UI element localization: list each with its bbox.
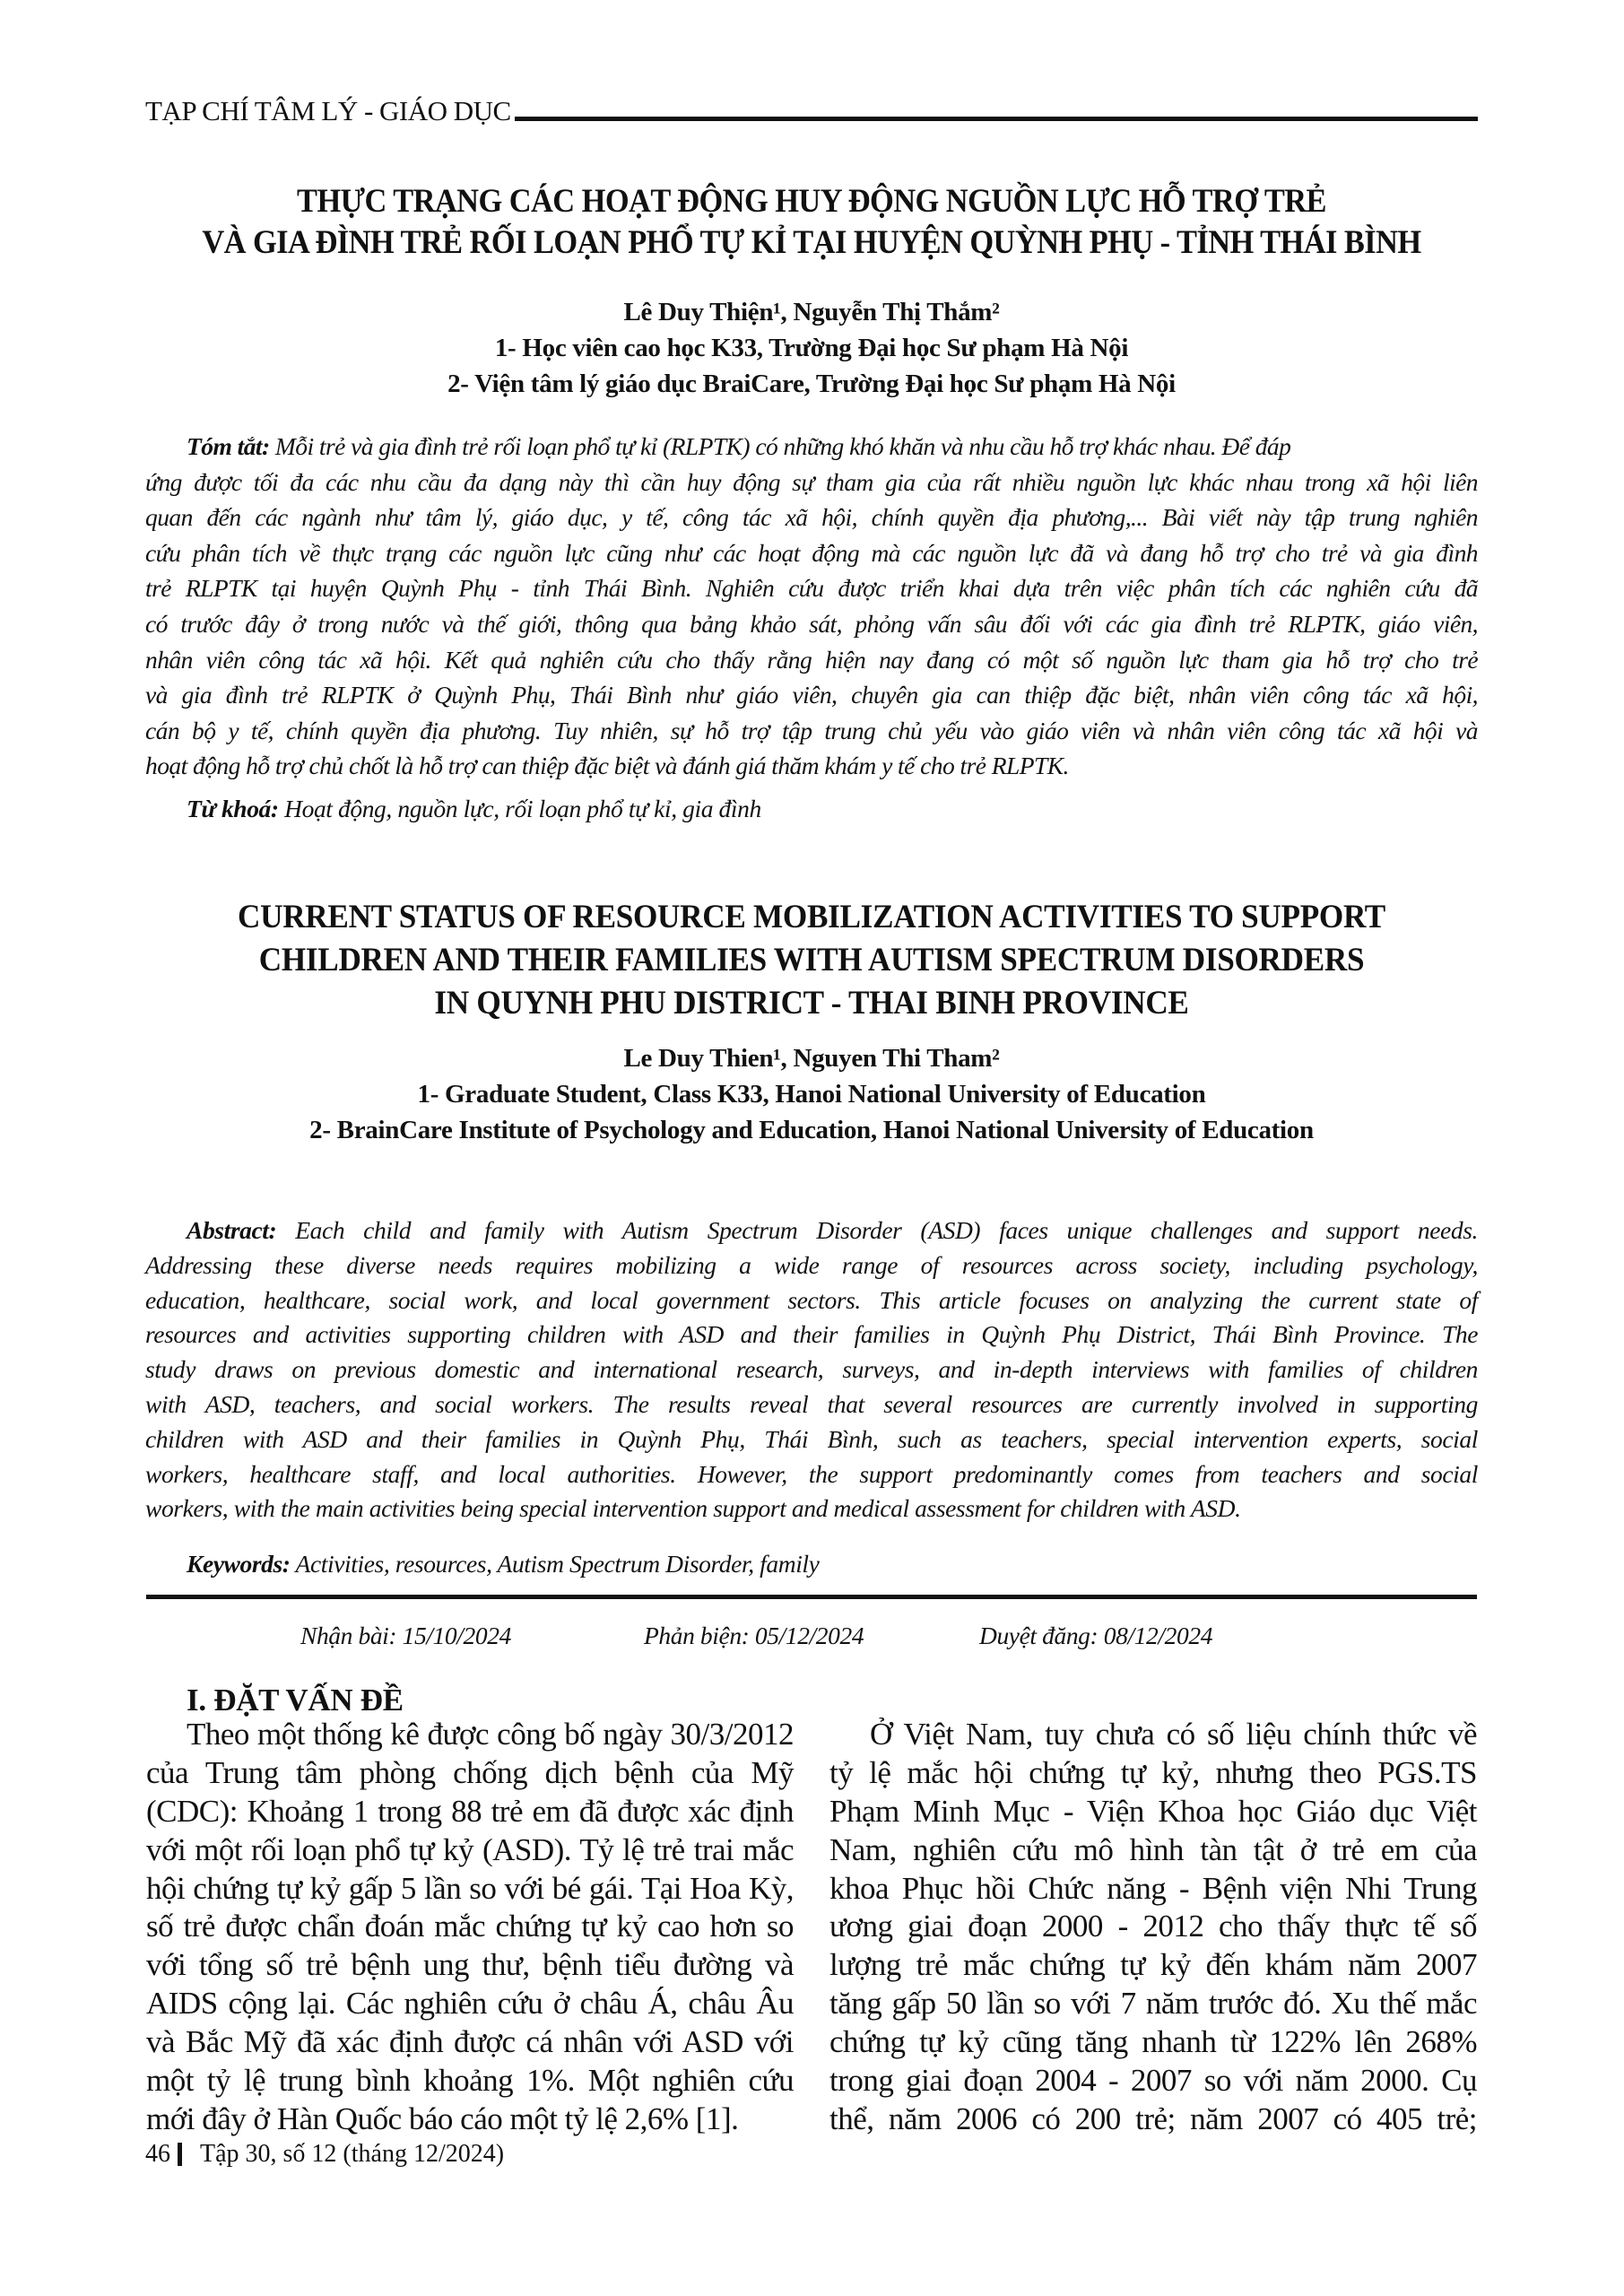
body-column-left [146, 1716, 794, 2139]
affiliation-1-vi: 1- Học viên cao học K33, Trường Đại học Sư phạm Hà Nội [494, 334, 1129, 362]
abstract-en-line: workers, with the main activities being special intervention support and medical assessment for children with ASD. [145, 1494, 1241, 1523]
body-line: tăng gấp 50 lần so với 7 năm trước đó. Xu thế mắc [829, 1986, 1477, 2022]
body-line: Nam, nghiên cứu mô hình tàn tật ở trẻ em của [829, 1831, 1477, 1867]
keywords-en [187, 1550, 819, 1578]
body-line: một tỷ lệ trung bình khoảng 1%. Một nghiên cứu [146, 2063, 794, 2099]
title-vi-line-1: THỰC TRẠNG CÁC HOẠT ĐỘNG HUY ĐỘNG NGUỒN LỰC HỖ TRỢ TRẺ [297, 183, 1326, 220]
body-line: của Trung tâm phòng chống dịch bệnh của Mỹ [146, 1754, 794, 1790]
abstract-en-line: study draws on previous domestic and international research, surveys, and in-depth interviews with families of children [145, 1355, 1478, 1384]
abstract-en-line: education, healthcare, social work, and local government sectors. This article focuses on analyzing the current state of [145, 1285, 1478, 1314]
authors-vi [145, 294, 1478, 402]
affiliation-1-en: 1- Graduate Student, Class K33, Hanoi National University of Education [417, 1080, 1206, 1109]
header-rule [515, 117, 1478, 121]
body-line: với một rối loạn phổ tự kỷ (ASD). Tỷ lệ trẻ trai mắc [146, 1831, 794, 1867]
affiliation-2-en: 2- BrainCare Institute of Psychology and Education, Hanoi National University of Education [309, 1116, 1314, 1144]
running-header [145, 87, 1478, 126]
abstract-vi-line: quan đến các ngành như tâm lý, giáo dục, y tế, công tác xã hội, chính quyền địa phương,... Bài viết này tập trung nghiên [145, 503, 1478, 532]
issue-info: Tập 30, số 12 (tháng 12/2024) [200, 2140, 505, 2168]
abstract-vi-line: và gia đình trẻ RLPTK ở Quỳnh Phụ, Thái Bình như giáo viên, chuyên gia can thiệp đặc biệt, nhân viên công tác xã hội, [145, 681, 1478, 709]
abstract-en-line: Abstract: Each child and family with Autism Spectrum Disorder (ASD) faces unique challenges and support needs. [187, 1216, 1478, 1244]
title-en-line-3: IN QUYNH PHU DISTRICT - THAI BINH PROVINCE [434, 985, 1189, 1022]
date-reviewed: Phản biện: 05/12/2024 [644, 1622, 864, 1649]
body-line: AIDS cộng lại. Các nghiên cứu ở châu Á, châu Âu [146, 1986, 794, 2022]
section-divider [146, 1595, 1477, 1599]
affiliation-2-vi: 2- Viện tâm lý giáo dục BraiCare, Trường Đại học Sư phạm Hà Nội [447, 370, 1176, 398]
abstract-vi-line: cán bộ y tế, chính quyền địa phương. Tuy nhiên, sự hỗ trợ tập trung chủ yếu vào giáo viên và nhân viên công tác xã hội và [145, 716, 1478, 744]
abstract-en-line: Addressing these diverse needs requires mobilizing a wide range of resources across society, including psychology, [145, 1250, 1478, 1279]
body-line: số trẻ được chẩn đoán mắc chứng tự kỷ cao hơn so [146, 1909, 794, 1944]
title-en-line-2: CHILDREN AND THEIR FAMILIES WITH AUTISM SPECTRUM DISORDERS [258, 942, 1365, 978]
body-line: Theo một thống kê được công bố ngày 30/3/2012 [187, 1717, 794, 1752]
abstract-vi-line: hoạt động hỗ trợ chủ chốt là hỗ trợ can thiệp đặc biệt và đánh giá thăm khám y tế cho trẻ RLPTK. [145, 752, 1069, 780]
body-line: và Bắc Mỹ đã xác định được cá nhân với ASD với [146, 2024, 794, 2060]
abstract-vi-line: ứng được tối đa các nhu cầu đa dạng này thì cần huy động sự tham gia của rất nhiều nguồn lực khác nhau trong xã hội liên [145, 467, 1478, 496]
abstract-vi-line: trẻ RLPTK tại huyện Quỳnh Phụ - tỉnh Thái Bình. Nghiên cứu được triển khai dựa trên việc phân tích các nghiên cứu đã [145, 574, 1478, 603]
title-en-line-1: CURRENT STATUS OF RESOURCE MOBILIZATION ACTIVITIES TO SUPPORT [238, 899, 1385, 935]
body-line: khoa Phục hồi Chức năng - Bệnh viện Nhi Trung [829, 1870, 1477, 1906]
abstract-en-line: resources and activities supporting children with ASD and their families in Quỳnh Phụ District, Thái Bình Province. The [145, 1320, 1478, 1349]
body-line: thể, năm 2006 có 200 trẻ; năm 2007 có 405 trẻ; [829, 2100, 1477, 2136]
body-line: chứng tự kỷ cũng tăng nhanh từ 122% lên 268% [829, 2024, 1477, 2060]
body-line: Phạm Minh Mục - Viện Khoa học Giáo dục Việt [829, 1793, 1477, 1829]
body-line: tỷ lệ mắc hội chứng tự kỷ, nhưng theo PGS.TS [829, 1754, 1477, 1790]
body-column-right [829, 1716, 1477, 2139]
abstract-vi-line: nhân viên công tác xã hội. Kết quả nghiên cứu cho thấy rằng hiện nay đang có một số nguồn lực tham gia hỗ trợ cho trẻ [145, 645, 1478, 674]
footer-bar [178, 2143, 182, 2166]
keywords-vi-label: Từ khoá: [187, 795, 279, 822]
body-line: với tổng số trẻ bệnh ung thư, bệnh tiểu đường và [146, 1947, 794, 1983]
title-vi-line-2: VÀ GIA ĐÌNH TRẺ RỐI LOẠN PHỔ TỰ KỈ TẠI HUYỆN QUỲNH PHỤ - TỈNH THÁI BÌNH [202, 224, 1421, 261]
body-line: lượng trẻ mắc chứng tự kỷ đến khám năm 2007 [829, 1947, 1477, 1983]
title-en [178, 896, 1445, 1025]
author-names-vi: Lê Duy Thiện¹, Nguyễn Thị Thắm² [623, 298, 1000, 326]
abstract-en-line: with ASD, teachers, and social workers. The results reveal that several resources are currently involved in supporting [145, 1389, 1478, 1418]
body-line: (CDC): Khoảng 1 trong 88 trẻ em đã được xác định [146, 1793, 794, 1829]
page-footer [145, 2140, 504, 2169]
authors-en [145, 1040, 1478, 1148]
body-line: mới đây ở Hàn Quốc báo cáo một tỷ lệ 2,6% [1]. [146, 2100, 739, 2136]
body-line: Ở Việt Nam, tuy chưa có số liệu chính thức về [870, 1717, 1477, 1752]
body-line: trong giai đoạn 2004 - 2007 so với năm 2000. Cụ [829, 2063, 1477, 2099]
abstract-vi-label: Tóm tắt: [187, 432, 270, 460]
keywords-vi [187, 795, 761, 823]
abstract-en-line: children with ASD and their families in Quỳnh Phụ, Thái Bình, such as teachers, special intervention experts, social [145, 1424, 1478, 1453]
abstract-en-label: Abstract: [187, 1216, 277, 1244]
body-line: ương giai đoạn 2000 - 2012 cho thấy thực tế số [829, 1909, 1477, 1944]
abstract-vi [145, 429, 1478, 784]
journal-name: TẠP CHÍ TÂM LÝ - GIÁO DỤC [145, 95, 511, 126]
keywords-vi-text: Hoạt động, nguồn lực, rối loạn phổ tự kỉ, gia đình [278, 795, 761, 822]
keywords-en-text: Activities, resources, Autism Spectrum Disorder, family [290, 1550, 820, 1578]
abstract-vi-line: cứu phân tích về thực trạng các nguồn lực cũng như các hoạt động mà các nguồn lực đã và đang hỗ trợ cho trẻ và gia đình [145, 538, 1478, 567]
section-heading: I. ĐẶT VẤN ĐỀ [187, 1683, 404, 1718]
date-received: Nhận bài: 15/10/2024 [300, 1622, 511, 1649]
body-line: hội chứng tự kỷ gấp 5 lần so với bé gái. Tại Hoa Kỳ, [146, 1870, 794, 1906]
keywords-en-label: Keywords: [187, 1550, 291, 1578]
title-vi [192, 181, 1431, 264]
abstract-en-line: workers, healthcare staff, and local authorities. However, the support predominantly comes from teachers and social [145, 1459, 1478, 1488]
date-accepted: Duyệt đăng: 08/12/2024 [979, 1622, 1213, 1649]
abstract-en [145, 1213, 1478, 1526]
author-names-en: Le Duy Thien¹, Nguyen Thi Tham² [623, 1044, 1000, 1073]
abstract-vi-line: có trước đây ở trong nước và thế giới, thông qua bảng khảo sát, phỏng vấn sâu đối với các gia đình trẻ RLPTK, giáo viên, [145, 609, 1478, 638]
page-number: 46 [145, 2140, 170, 2168]
abstract-vi-line: Tóm tắt: Mỗi trẻ và gia đình trẻ rối loạn phổ tự kỉ (RLPTK) có những khó khăn và nhu cầu hỗ trợ khác nhau. Để đáp [187, 432, 1291, 460]
